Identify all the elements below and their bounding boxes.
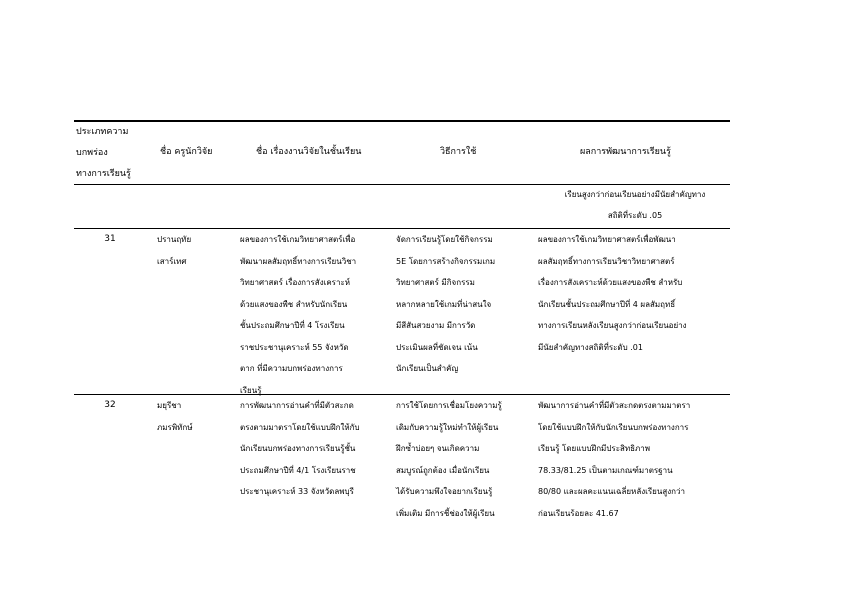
table-top-rule — [74, 120, 730, 122]
continuation-line: เรียนสูงกว่าก่อนเรียนอย่างมีนัยสำคัญทาง — [564, 190, 706, 199]
cell-line: เดิมกับความรู้ใหม่ทำให้ผู้เรียน — [396, 422, 499, 432]
cell-line: เพิ่มเติม มีการชี้ช่องให้ผู้เรียน — [396, 508, 495, 518]
cell-line: มีสีสันสวยงาม มีการวัด — [396, 321, 476, 330]
cell-line: หลากหลายใช้เกมที่น่าสนใจ — [396, 299, 492, 309]
header-type-line: บกพร่อง — [76, 148, 108, 158]
cell-line: ตรงตามมาตราโดยใช้แบบฝึกให้กับ — [240, 422, 360, 432]
cell-line: ฝึกซ้ำบ่อยๆ จนเกิดความ — [396, 444, 480, 453]
cell-line: มีนัยสำคัญทางสถิติที่ระดับ .01 — [538, 342, 643, 352]
cell-line: ได้รับความพึงใจอยากเรียนรู้ — [396, 487, 493, 496]
cell-line: เรื่องการสังเคราะห์ด้วยแสงของพืช สำหรับ — [538, 278, 683, 287]
cell-line: 5E โดยการสร้างกิจกรรมเกม — [396, 256, 496, 266]
row-method — [396, 229, 495, 380]
cell-line: นักเรียนเป็นสำคัญ — [396, 364, 459, 373]
cell-line: 78.33/81.25 เป็นตามเกณฑ์มาตรฐาน — [538, 465, 673, 475]
row-method — [396, 395, 502, 524]
cell-line: ภมรพิทักษ์ — [157, 422, 193, 432]
cell-line: ผลของการใช้เกมวิทยาศาสตร์เพื่อ — [240, 235, 356, 244]
header-method: วิธีการใช้ — [440, 147, 477, 157]
row-result — [538, 229, 687, 358]
row-title — [240, 395, 360, 503]
cell-line: พัฒนาผลสัมฤทธิ์ทางการเรียนวิชา — [240, 256, 357, 266]
cell-line: สมบูรณ์ถูกต้อง เมื่อนักเรียน — [396, 465, 490, 475]
cell-line: ประถมศึกษาปีที่ 4/1 โรงเรียนราช — [240, 465, 356, 475]
cell-line: ราชประชานุเคราะห์ 55 จังหวัด — [240, 342, 349, 352]
cell-line: นักเรียนชั้นประถมศึกษาปีที่ 4 ผลสัมฤทธิ์ — [538, 299, 676, 309]
cell-line: เรียนรู้ — [240, 385, 262, 395]
cell-line: เสาร์เทศ — [157, 256, 187, 266]
cell-line: วิทยาศาสตร์ มีกิจกรรม — [396, 278, 475, 287]
header-result: ผลการพัฒนาการเรียนรู้ — [580, 147, 671, 157]
cell-line: นักเรียนบกพร่องทางการเรียนรู้ชั้น — [240, 444, 356, 453]
cell-line: ผลของการใช้เกมวิทยาศาสตร์เพื่อพัฒนา — [538, 235, 676, 244]
row-number: 32 — [104, 400, 116, 410]
cell-line: วิทยาศาสตร์ เรื่องการสังเคราะห์ — [240, 278, 351, 287]
cell-line: ปรานฤทัย — [157, 235, 192, 244]
header-type — [76, 122, 146, 185]
row-researcher — [157, 395, 193, 438]
cell-line: ประเมินผลที่ชัดเจน เน้น — [396, 342, 478, 352]
cell-line: การใช้โดยการเชื่อมโยงความรู้ — [396, 401, 502, 410]
cell-line: เรียนรู้ โดยแบบฝึกมีประสิทธิภาพ — [538, 444, 651, 453]
continuation-text — [540, 184, 730, 226]
cell-line: ผลสัมฤทธิ์ทางการเรียนวิชาวิทยาศาสตร์ — [538, 256, 675, 266]
cell-line: ตาก ที่มีความบกพร่องทางการ — [240, 364, 343, 373]
cell-line: การพัฒนาการอ่านคำที่มีตัวสะกด — [240, 401, 354, 410]
row-number: 31 — [104, 234, 116, 244]
header-title: ชื่อ เรื่องงานวิจัยในชั้นเรียน — [256, 147, 362, 157]
header-type-line: ทางการเรียนรู้ — [76, 169, 131, 179]
cell-line: โดยใช้แบบฝึกให้กับนักเรียนบกพร่องทางการ — [538, 422, 689, 432]
cell-line: ชั้นประถมศึกษาปีที่ 4 โรงเรียน — [240, 321, 345, 330]
cell-line: จัดการเรียนรู้โดยใช้กิจกรรม — [396, 235, 493, 244]
cell-line: 80/80 และผลคะแนนเฉลี่ยหลังเรียนสูงกว่า — [538, 487, 685, 496]
cell-line: ทางการเรียนหลังเรียนสูงกว่าก่อนเรียนอย่าง — [538, 321, 687, 330]
header-type-line: ประเภทความ — [76, 127, 129, 137]
cell-line: พัฒนาการอ่านคำที่มีตัวสะกดตรงตามมาตรา — [538, 401, 691, 410]
cell-line: ก่อนเรียนร้อยละ 41.67 — [538, 508, 619, 518]
row-result — [538, 395, 690, 524]
row-researcher — [157, 229, 191, 272]
cell-line: ด้วยแสงของพืช สำหรับนักเรียน — [240, 299, 348, 309]
continuation-line: สถิติที่ระดับ .05 — [607, 211, 663, 220]
cell-line: มยุรีชา — [157, 401, 182, 410]
header-researcher: ชื่อ ครูนักวิจัย — [160, 147, 213, 157]
cell-line: ประชานุเคราะห์ 33 จังหวัดลพบุรี — [240, 487, 354, 496]
row-title — [240, 229, 356, 401]
